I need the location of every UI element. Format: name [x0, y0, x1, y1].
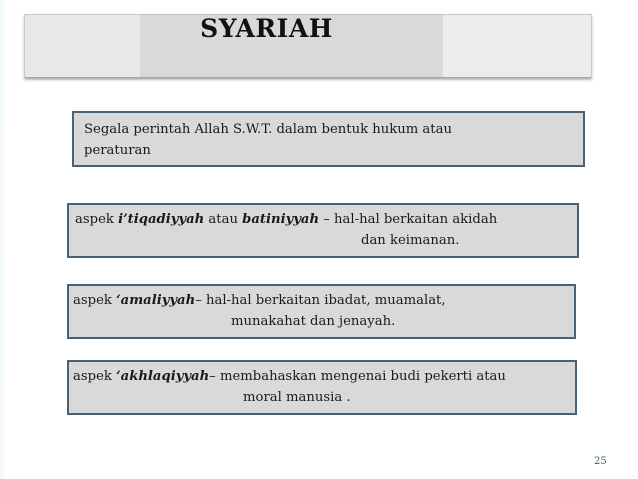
aspect-connector: atau — [204, 212, 243, 227]
definition-box — [72, 111, 585, 167]
aspect-description-line-2: munakahat dan jenayah. — [231, 314, 396, 329]
aspect-term-alt: batiniyyah — [242, 212, 320, 227]
title-frame-right-panel — [443, 15, 591, 77]
aspect-box-itiqadiyyah — [67, 203, 579, 258]
page-number: 25 — [594, 456, 607, 467]
aspect-description: – hal-hal berkaitan akidah — [319, 212, 498, 227]
aspect-prefix: aspek — [73, 293, 117, 308]
aspect-description-line-2: dan keimanan. — [361, 233, 460, 248]
aspect-prefix: aspek — [75, 212, 119, 227]
definition-line-2: peraturan — [84, 143, 151, 158]
aspect-box-amaliyyah — [67, 284, 576, 339]
title-frame-shadow — [25, 77, 591, 80]
aspect-prefix: aspek — [73, 369, 117, 384]
slide-left-stripe — [0, 0, 6, 479]
aspect-description: – membahaskan mengenai budi pekerti atau — [209, 369, 506, 384]
aspect-description: – hal-hal berkaitan ibadat, muamalat, — [195, 293, 446, 308]
slide-title: SYARIAH — [200, 14, 333, 43]
aspect-description-line-2: moral manusia . — [243, 390, 351, 405]
aspect-term: ‘akhlaqiyyah — [116, 369, 210, 384]
aspect-term: ‘amaliyyah — [116, 293, 196, 308]
aspect-term: i’tiqadiyyah — [118, 212, 205, 227]
aspect-box-akhlaqiyyah — [67, 360, 577, 415]
definition-line-1: Segala perintah Allah S.W.T. dalam bentuk hukum atau — [84, 122, 452, 137]
